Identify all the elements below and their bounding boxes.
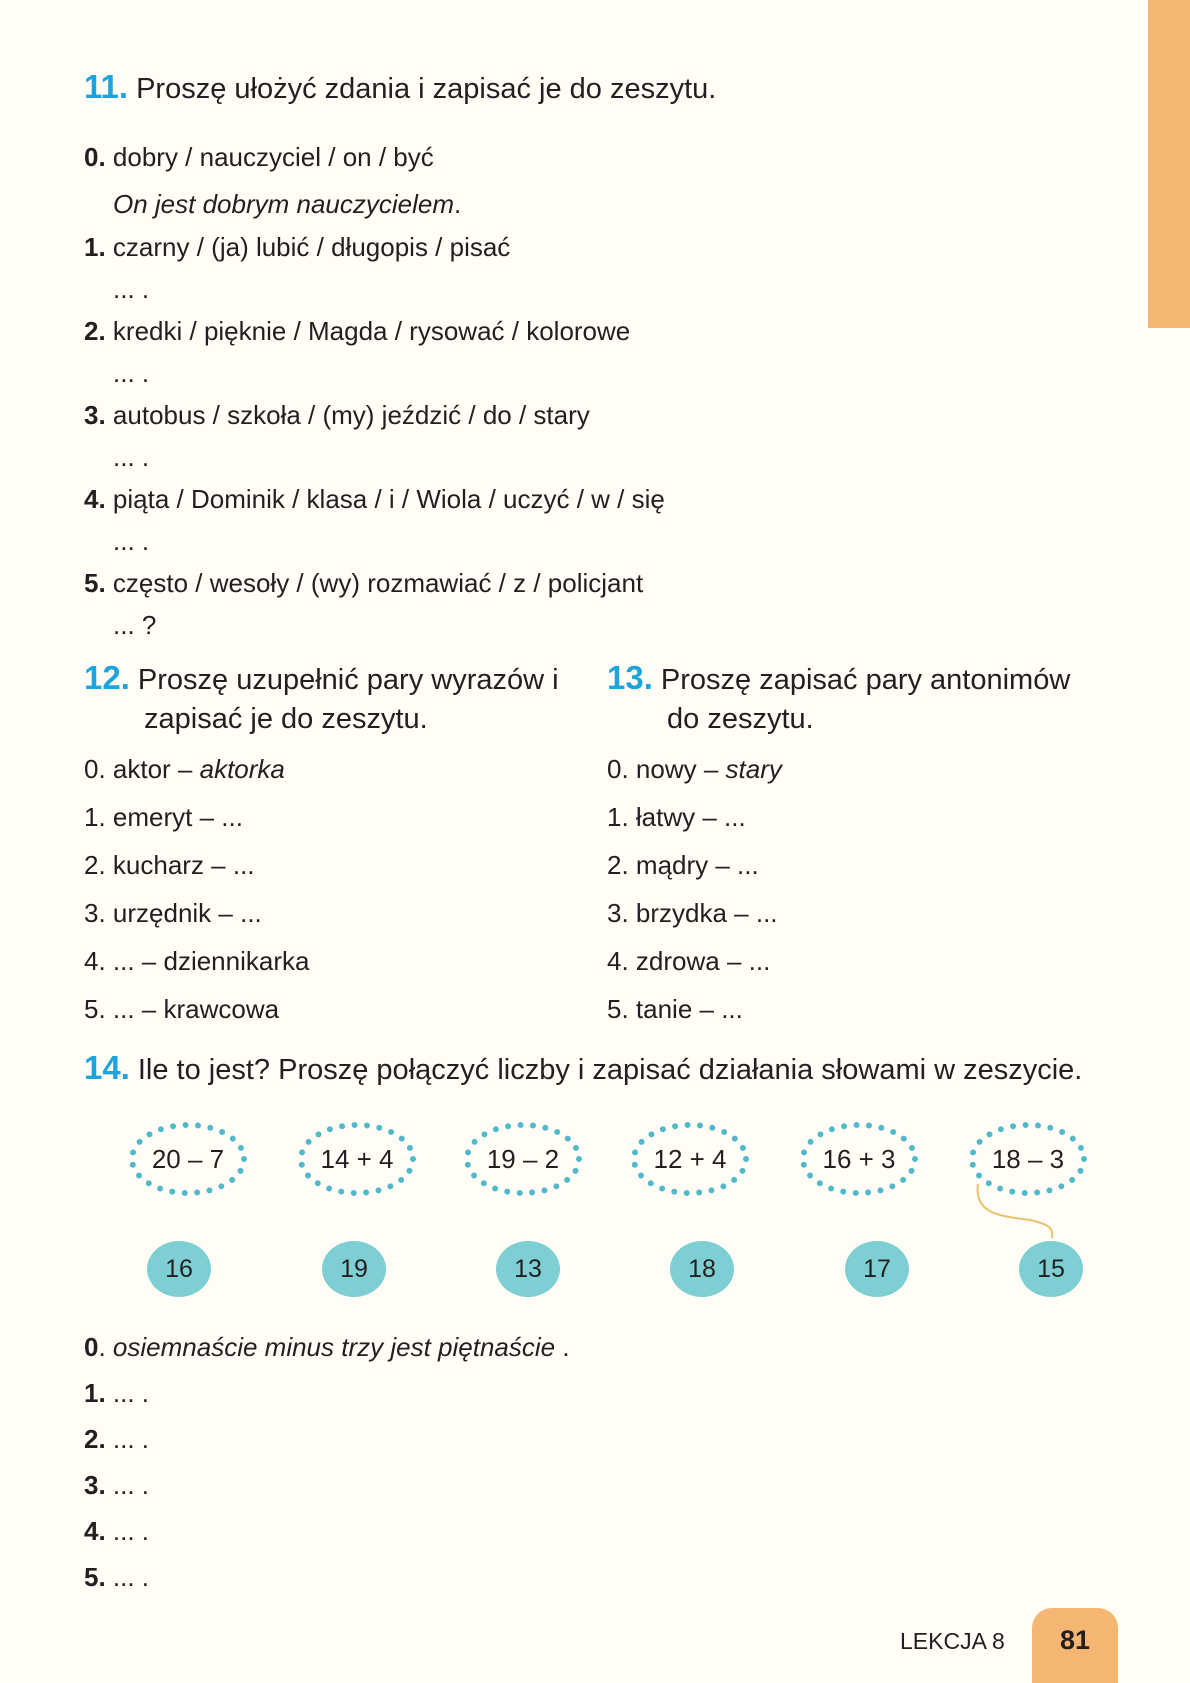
ex13-item-4: 4. zdrowa – ... [607, 946, 771, 976]
result-bubble-1[interactable]: 19 [322, 1241, 386, 1297]
ex14-blank-2 [84, 1424, 149, 1454]
item-prompt: dobry / nauczyciel / on / być [112, 142, 434, 172]
item-blank: ... . [105, 1516, 150, 1546]
item-blank: ... . [105, 1378, 150, 1408]
ex12-number: 12. [84, 659, 130, 696]
ex12-title-line1: Proszę uzupełnić pary wyrazów i [137, 664, 559, 696]
ex11-item-1-blank: ... . [113, 274, 150, 304]
result-bubble-0[interactable]: 16 [147, 1241, 211, 1297]
ex11-item-0-answer [113, 189, 461, 219]
item-number: 2. [84, 1424, 106, 1454]
operation-text: 19 – 2 [486, 1144, 560, 1174]
ex13-item-1: 1. łatwy – ... [607, 802, 746, 832]
item-prompt: kredki / pięknie / Magda / rysować / kolorowe [112, 316, 631, 346]
item-number: 4. [84, 1516, 106, 1546]
ex14-blank-3 [84, 1470, 149, 1500]
item-number: 0 [84, 1332, 99, 1362]
result-bubble-5[interactable]: 15 [1019, 1241, 1083, 1297]
item-end: . [454, 189, 462, 219]
operation-oval-4[interactable] [799, 1121, 919, 1197]
page-number: 81 [1032, 1608, 1118, 1683]
item-number: 2. [84, 316, 106, 346]
item-number: 4. [84, 484, 106, 514]
operation-oval-1[interactable] [297, 1121, 417, 1197]
ex14-blank-1 [84, 1378, 149, 1408]
item-prompt: piąta / Dominik / klasa / i / Wiola / uczyć / w / się [112, 484, 665, 514]
ex13-item-3: 3. brzydka – ... [607, 898, 778, 928]
ex12-heading [84, 658, 559, 700]
item-answer: On jest dobrym nauczycielem [113, 189, 455, 219]
item-number: 1. [84, 1378, 106, 1408]
ex13-heading [607, 658, 1070, 700]
ex11-item-0 [84, 142, 434, 172]
item-text: 0. aktor – [84, 754, 200, 784]
ex12-item-0 [84, 754, 285, 784]
ex14-heading [84, 1048, 1082, 1090]
ex12-item-5: 5. ... – krawcowa [84, 994, 280, 1024]
item-answer: osiemnaście minus trzy jest piętnaście [112, 1332, 556, 1362]
ex12-item-3: 3. urzędnik – ... [84, 898, 262, 928]
item-number: 0. [84, 142, 106, 172]
item-number: 5. [84, 1562, 106, 1592]
ex11-item-3 [84, 400, 590, 430]
operation-oval-3[interactable] [630, 1121, 750, 1197]
ex11-item-1 [84, 232, 510, 262]
ex11-title: Proszę ułożyć zdania i zapisać je do zeszytu. [136, 73, 717, 105]
ex14-blank-5 [84, 1562, 149, 1592]
result-bubble-3[interactable]: 18 [670, 1241, 734, 1297]
operation-text: 18 – 3 [991, 1144, 1065, 1174]
operation-text: 20 – 7 [151, 1144, 225, 1174]
ex14-number: 14. [84, 1049, 130, 1086]
result-bubble-2[interactable]: 13 [496, 1241, 560, 1297]
item-number: 5. [84, 568, 106, 598]
ex13-title-line2: do zeszytu. [667, 703, 814, 735]
result-bubble-4[interactable]: 17 [845, 1241, 909, 1297]
item-answer: stary [725, 754, 782, 784]
ex11-heading [84, 67, 716, 109]
operation-oval-2[interactable] [463, 1121, 583, 1197]
item-end: . [555, 1332, 570, 1362]
ex11-number: 11. [84, 68, 129, 105]
ex12-item-4: 4. ... – dziennikarka [84, 946, 310, 976]
item-blank: ... . [105, 1424, 150, 1454]
item-answer: aktorka [199, 754, 285, 784]
ex11-item-4 [84, 484, 665, 514]
ex11-item-5 [84, 568, 643, 598]
connector-line [960, 1180, 1060, 1250]
item-blank: ... . [105, 1470, 150, 1500]
ex13-item-0 [607, 754, 782, 784]
ex11-item-2 [84, 316, 630, 346]
item-blank: ... . [105, 1562, 150, 1592]
item-prompt: autobus / szkoła / (my) jeździć / do / stary [112, 400, 590, 430]
ex13-title-line1: Proszę zapisać pary antonimów [660, 664, 1071, 696]
ex12-item-1: 1. emeryt – ... [84, 802, 243, 832]
ex11-item-5-blank: ... ? [113, 610, 157, 640]
operation-text: 14 + 4 [320, 1144, 394, 1174]
ex13-number: 13. [607, 659, 653, 696]
ex11-item-4-blank: ... . [113, 526, 150, 556]
lesson-label: LEKCJA 8 [900, 1628, 1005, 1654]
side-tab [1148, 0, 1190, 328]
ex13-item-2: 2. mądry – ... [607, 850, 759, 880]
ex14-blank-4 [84, 1516, 149, 1546]
operation-text: 16 + 3 [822, 1144, 896, 1174]
ex12-item-2: 2. kucharz – ... [84, 850, 255, 880]
operation-oval-0[interactable] [128, 1121, 248, 1197]
item-number: 1. [84, 232, 106, 262]
ex12-title-line2: zapisać je do zeszytu. [144, 703, 428, 735]
ex11-item-3-blank: ... . [113, 442, 150, 472]
item-prompt: czarny / (ja) lubić / długopis / pisać [112, 232, 511, 262]
ex13-item-5: 5. tanie – ... [607, 994, 743, 1024]
ex11-item-2-blank: ... . [113, 358, 150, 388]
ex14-example: 0. osiemnaście minus trzy jest piętnaście . [84, 1332, 570, 1362]
item-number: 3. [84, 400, 106, 430]
item-number: 3. [84, 1470, 106, 1500]
item-prompt: często / wesoły / (wy) rozmawiać / z / policjant [112, 568, 644, 598]
ex14-title: Ile to jest? Proszę połączyć liczby i zapisać działania słowami w zeszycie. [137, 1054, 1083, 1086]
operation-text: 12 + 4 [653, 1144, 727, 1174]
item-text: 0. nowy – [607, 754, 726, 784]
